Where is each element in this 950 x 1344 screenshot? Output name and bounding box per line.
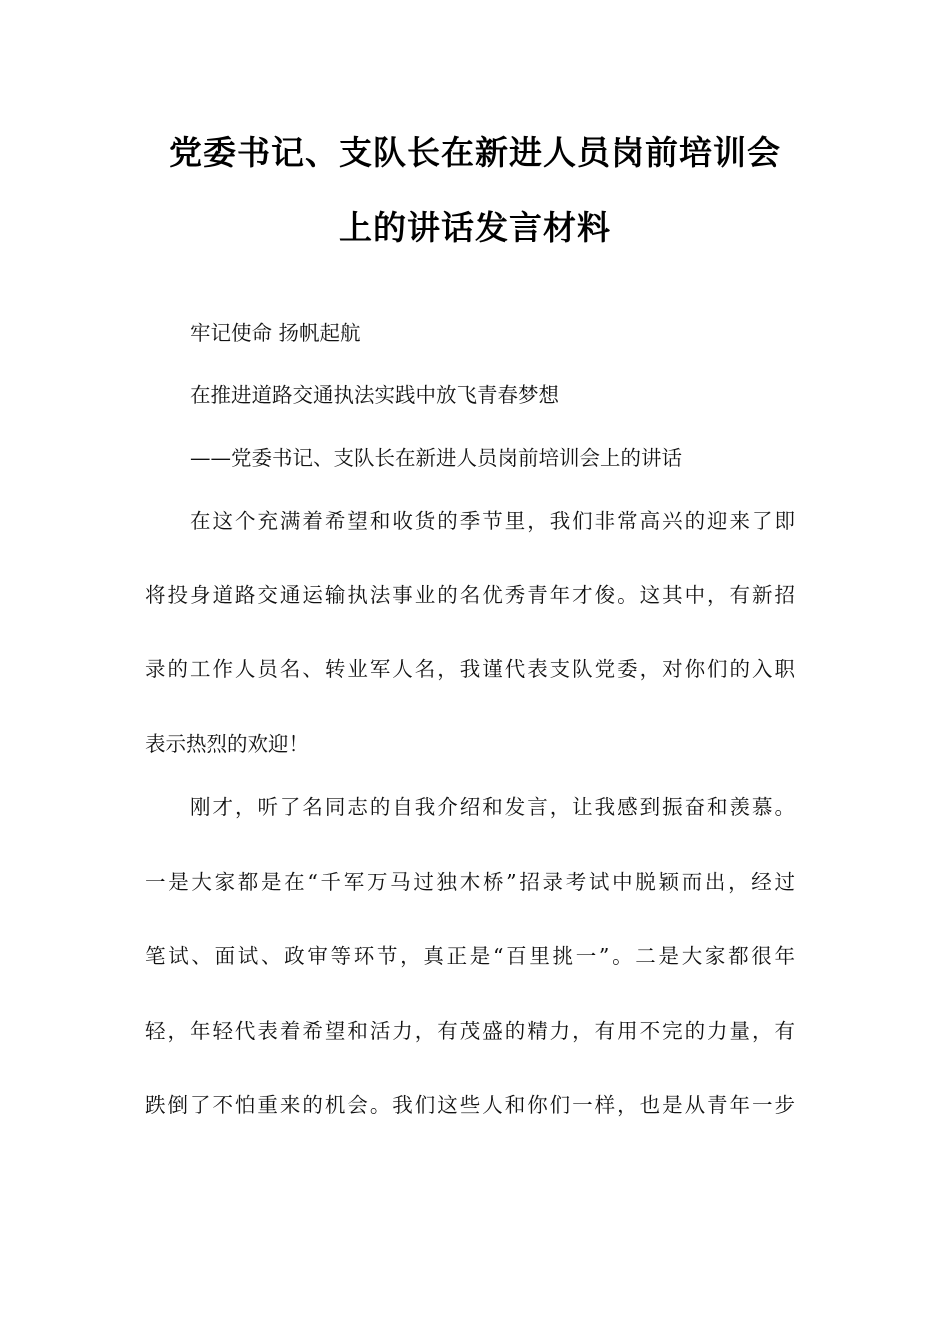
paragraph-1-line-2: 将投身道路交通运输执法事业的名优秀青年才俊。这其中，有新招 (145, 583, 795, 607)
document-title-line-2: 上的讲话发言材料 (339, 208, 611, 247)
document-title-line-1: 党委书记、支队长在新进人员岗前培训会 (169, 133, 781, 172)
subtitle-speech-source: ——党委书记、支队长在新进人员岗前培训会上的讲话 (190, 446, 682, 470)
paragraph-2-line-4: 轻，年轻代表着希望和活力，有茂盛的精力，有用不完的力量，有 (145, 1019, 795, 1043)
paragraph-1-line-4: 表示热烈的欢迎！ (145, 732, 309, 756)
paragraph-1-line-3: 录的工作人员名、转业军人名，我谨代表支队党委，对你们的入职 (145, 657, 795, 681)
paragraph-2-line-1: 刚才，听了名同志的自我介绍和发言，让我感到振奋和羡慕。 (190, 795, 795, 819)
paragraph-2-line-5: 跌倒了不怕重来的机会。我们这些人和你们一样，也是从青年一步 (145, 1093, 795, 1117)
paragraph-2-line-2: 一是大家都是在“千军万马过独木桥”招录考试中脱颖而出，经过 (145, 870, 795, 894)
subtitle-slogan: 牢记使命 扬帆起航 (190, 321, 361, 345)
paragraph-1-line-1: 在这个充满着希望和收货的季节里，我们非常高兴的迎来了即 (190, 509, 795, 533)
subtitle-theme: 在推进道路交通执法实践中放飞青春梦想 (190, 383, 559, 407)
paragraph-2-line-3: 笔试、面试、政审等环节，真正是“百里挑一”。二是大家都很年 (145, 944, 795, 968)
